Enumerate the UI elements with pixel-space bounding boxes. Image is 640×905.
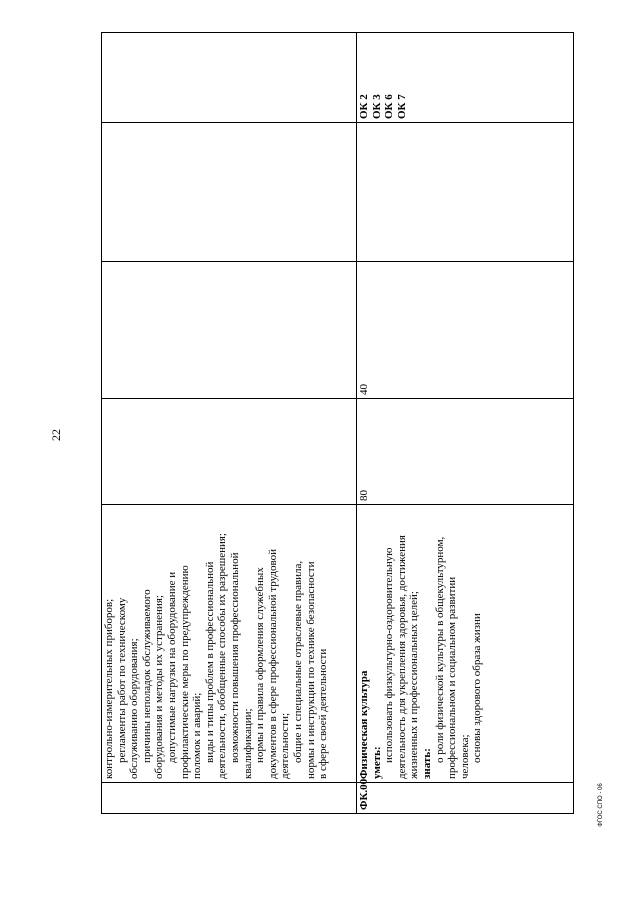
competency-code: ОК 3 bbox=[370, 94, 383, 119]
description-line: о роли физической культуры в общекультурном, bbox=[433, 536, 446, 763]
description-line: причины неполадок обслуживаемого bbox=[140, 589, 153, 763]
page-number: 22 bbox=[49, 429, 63, 441]
description-line: нормы и правила оформления служебных bbox=[254, 567, 267, 763]
footer-standard-code: ФГОС СПО - 06 bbox=[598, 783, 604, 827]
competency-code: ОК 7 bbox=[395, 94, 408, 119]
description-line: жизненных и профессиональных целей; bbox=[408, 591, 421, 779]
code-cell bbox=[102, 783, 357, 814]
competency-code: ОК 6 bbox=[383, 94, 396, 119]
description-line: общие и специальные отраслевые правила, bbox=[291, 560, 304, 763]
description-line: допустимые нагрузки на оборудование и bbox=[165, 571, 178, 763]
description-line: оборудования и методы их устранения; bbox=[153, 595, 166, 779]
competency-code: ОК 2 bbox=[358, 94, 370, 119]
description-line: обслуживанию оборудования; bbox=[128, 638, 141, 779]
obligatory-hours-cell bbox=[102, 262, 357, 399]
description-line: профилактические меры по предупреждению bbox=[178, 565, 191, 779]
description-line: Физическая культура bbox=[358, 670, 370, 779]
table-row bbox=[357, 33, 574, 814]
description-cell bbox=[102, 505, 357, 783]
table-row bbox=[102, 33, 357, 814]
description-line: основы здорового образа жизни bbox=[471, 613, 484, 763]
description-line: контрольно-измерительных приборов; bbox=[103, 598, 115, 779]
description-line: деятельности, обобщенные способы их разрешения; bbox=[216, 533, 229, 779]
description-line: использовать физкультурно-оздоровительную bbox=[383, 547, 396, 763]
code-cell: ФК.00 bbox=[357, 783, 574, 814]
max-hours-cell: 80 bbox=[357, 399, 574, 505]
obligatory-hours-cell: 40 bbox=[357, 262, 574, 399]
competencies-cell bbox=[357, 33, 574, 123]
description-line: документов в сфере профессиональной трудовой bbox=[266, 548, 279, 779]
description-line: виды и типы проблем в профессиональной bbox=[203, 561, 216, 763]
description-cell bbox=[357, 505, 574, 783]
description-line: квалификации; bbox=[241, 708, 254, 779]
description-line: в сфере своей деятельности bbox=[317, 648, 330, 779]
description-line: нормы и инструкции по технике безопасности bbox=[304, 561, 317, 779]
description-line: знать: bbox=[420, 748, 433, 779]
description-line: поломок и аварий; bbox=[191, 692, 204, 779]
index-cell bbox=[357, 123, 574, 262]
description-line: человека; bbox=[458, 734, 471, 779]
max-hours-cell bbox=[102, 399, 357, 505]
description-line: уметь: bbox=[370, 746, 383, 779]
description-line: возможности повышения профессиональной bbox=[228, 552, 241, 763]
rotated-table-container bbox=[101, 33, 605, 814]
description-line: деятельность для укрепления здоровья, достижения bbox=[395, 535, 408, 779]
index-cell bbox=[102, 123, 357, 262]
competencies-cell bbox=[102, 33, 357, 123]
description-line: деятельности; bbox=[279, 712, 292, 779]
curriculum-table bbox=[101, 32, 574, 814]
description-line: профессиональном и социальном развитии bbox=[446, 576, 459, 779]
description-line: регламенты работ по техническому bbox=[115, 597, 128, 763]
